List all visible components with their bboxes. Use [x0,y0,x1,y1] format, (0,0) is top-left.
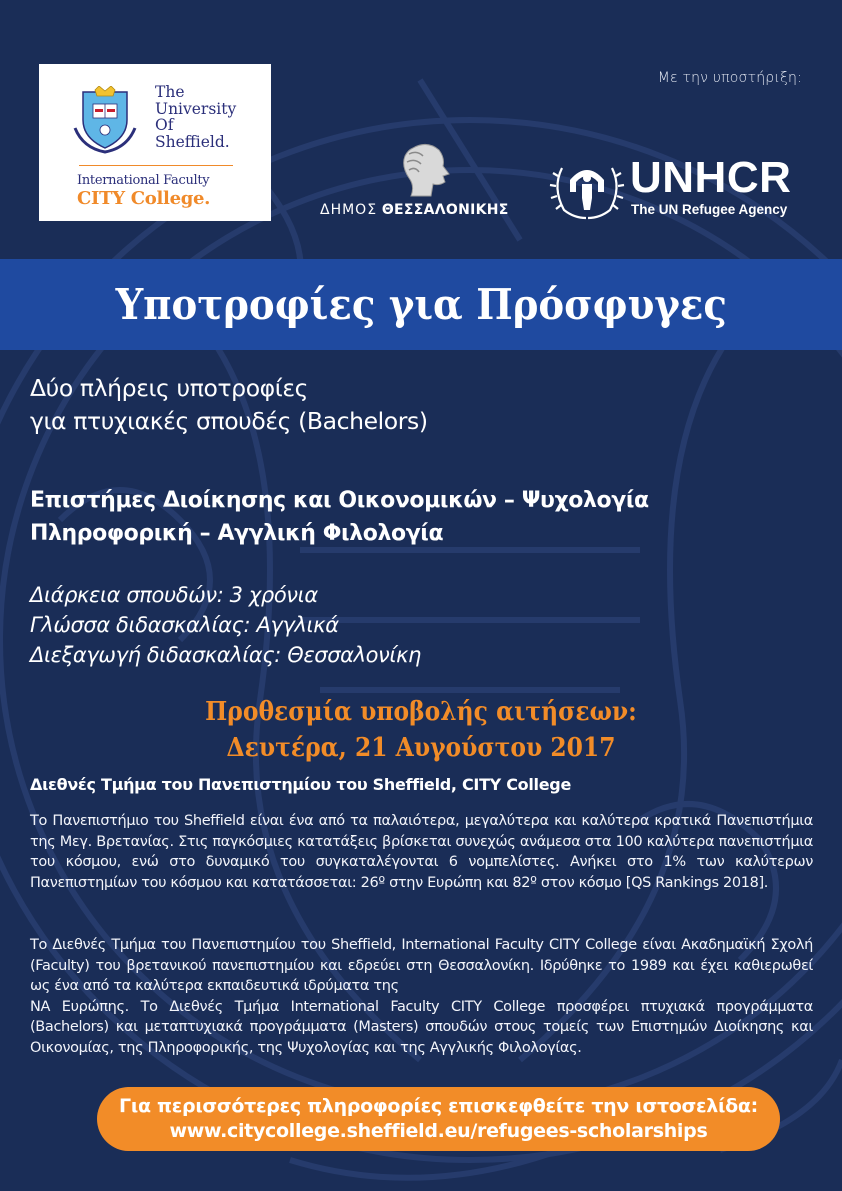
about-paragraph-2-part-b: ΝΑ Ευρώπης. Το Διεθνές Τμήμα International Faculty CITY College προσφέρει πτυχιακά προγράμματα (Bachelors) και μεταπτυχιακά προγράμματα (Masters) σπουδών στους τομείς των Επιστημών Διοίκησης και Οικονομίας, της Πληροφορικής, της Ψυχολογίας και της Αγγλικής Φιλολογίας. [30,998,813,1056]
scholarship-subtitle [30,372,428,438]
deadline-label: Προθεσμία υποβολής αιτήσεων: [205,697,637,727]
logo-text-sheffield: Sheffield. [155,132,230,151]
cta-text: Για περισσότερες πληροφορίες επισκεφθείτε την ιστοσελίδα: [119,1095,758,1117]
fields-line-2: Πληροφορική – Αγγλική Φιλολογία [30,521,444,546]
thessaloniki-prefix: ΔΗΜΟΣ [320,202,378,218]
thessaloniki-text [320,202,509,218]
title-banner [0,259,842,350]
subtitle-line-2: για πτυχιακές σπουδές (Bachelors) [30,407,428,435]
detail-location: Διεξαγωγή διδασκαλίας: Θεσσαλονίκη [30,643,421,667]
website-url-link[interactable]: www.citycollege.sheffield.eu/refugees-scholarships [169,1120,708,1142]
fields-line-1: Επιστήμες Διοίκησης και Οικονομικών – Ψυχολογία [30,488,649,513]
detail-duration: Διάρκεια σπουδών: 3 χρόνια [30,583,318,607]
about-paragraph-2-part-a: Το Διεθνές Τμήμα του Πανεπιστημίου του Sheffield, International Faculty CITY College είναι Ακαδημαϊκή Σχολή (Faculty) του βρετανικού πανεπιστημίου και εδρεύει στη Θεσσαλονίκη. Ιδρύθηκε το 1989 και έχει καθιερωθεί ως ένα από τα καλύτερα εκπαιδευτικά ιδρύματα της [30,937,813,994]
page-title: Υποτροφίες για Πρόσφυγες [115,280,727,329]
unhcr-logo [548,153,808,222]
international-faculty-text: International Faculty [77,173,210,188]
detail-language: Γλώσσα διδασκαλίας: Αγγλικά [30,613,339,637]
logo-text-the: The [155,83,185,101]
study-details [30,580,421,670]
thessaloniki-municipality-logo [318,140,528,220]
university-name [155,84,236,150]
unhcr-emblem-icon [548,158,626,222]
application-deadline [0,694,842,766]
thessaloniki-name: ΘΕΣΣΑΛΟΝΙΚΗΣ [381,202,509,218]
logo-divider [79,165,233,166]
sheffield-city-college-logo [39,64,271,221]
unhcr-name: UNHCR [630,153,792,202]
logo-text-university: University [155,99,237,118]
city-college-text: CITY College. [77,188,211,209]
about-title: Διεθνές Τμήμα του Πανεπιστημίου του Sheffield, CITY College [30,775,571,794]
unhcr-tagline: The UN Refugee Agency [631,202,788,217]
deadline-date: Δευτέρα, 21 Αυγούστου 2017 [226,733,616,763]
subtitle-line-1: Δύο πλήρεις υποτροφίες [30,374,309,402]
about-paragraph-1: Το Πανεπιστήμιο του Sheffield είναι ένα από τα παλαιότερα, μεγαλύτερα και καλύτερα κρατικά Πανεπιστήμια της Μεγ. Βρετανίας. Στις παγκόσμιες κατατάξεις βρίσκεται συνεχώς ανάμεσα στα 100 καλύτερα πανεπιστήμια του κόσμου, ενώ στο δυναμικό του συγκαταλέγονται 6 νομπελίστες. Ανήκει στο 1% των καλύτερων Πανεπιστημίων του κόσμου και κατατάσσεται: 26º στην Ευρώπη και 82º στον κόσμο [QS Rankings 2018]. [30,813,813,891]
support-label: Με την υποστήριξη: [657,70,802,86]
logo-text-of: Of [155,116,174,134]
university-crest-icon [73,86,137,154]
more-info-link-button[interactable] [97,1087,780,1151]
alexander-head-icon [399,142,451,198]
fields-of-study [30,484,649,550]
about-paragraph-2 [30,935,813,1058]
